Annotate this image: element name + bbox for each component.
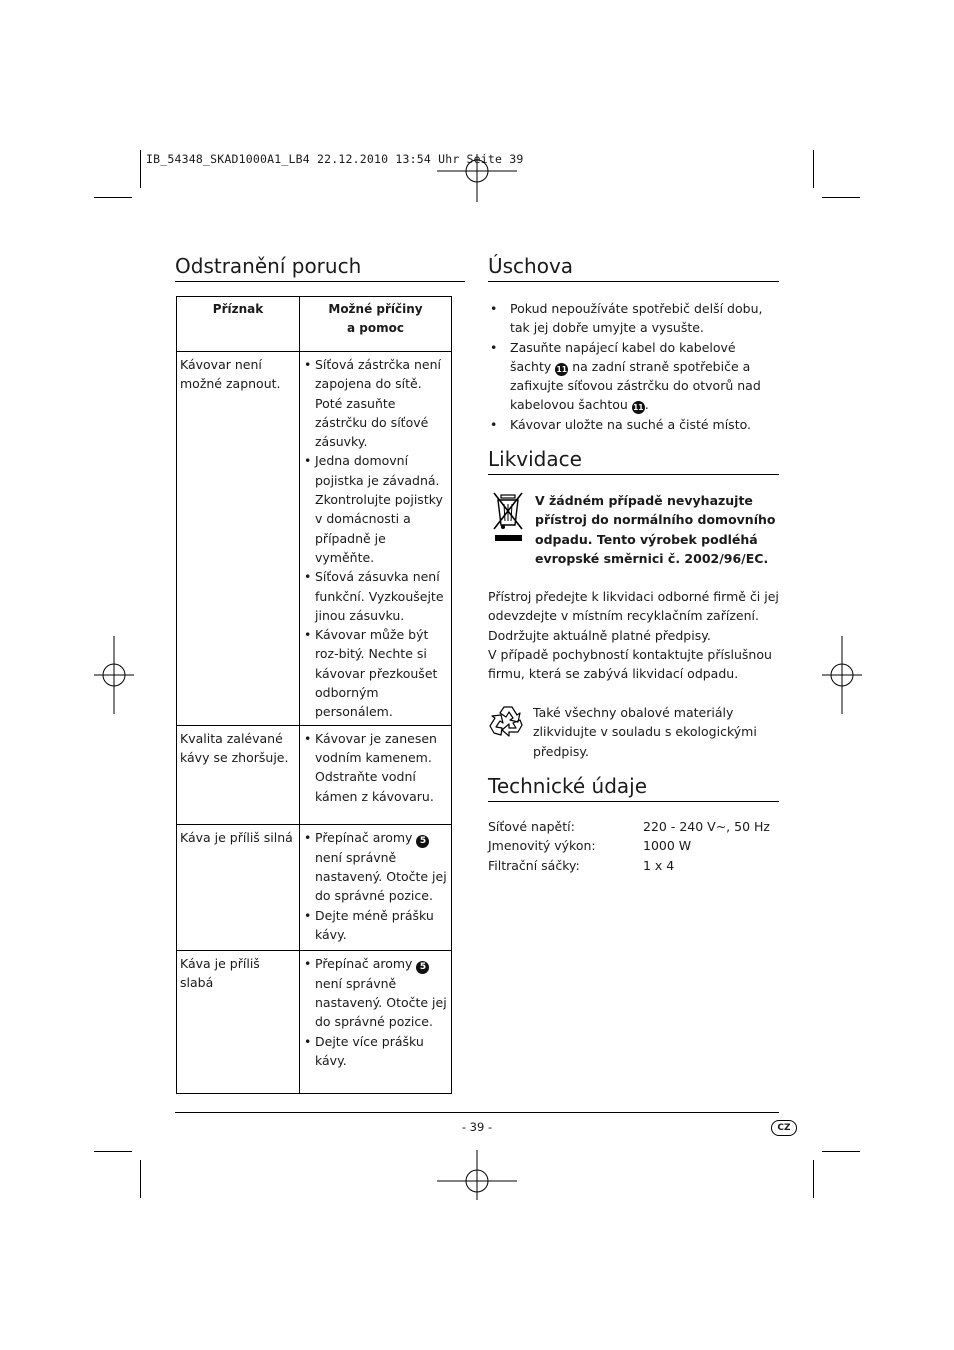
troubleshooting-table — [176, 296, 452, 1094]
table-header-row — [177, 297, 452, 352]
heading-rule — [175, 281, 465, 282]
cause-item: • Kávovar je zanesen vodním kamenem. Odstraňte vodní kámen z kávovaru. — [303, 729, 448, 806]
spec-row: Jmenovitý výkon: 1000 W — [488, 838, 692, 854]
tech-spec-list — [488, 817, 770, 875]
heading-rule — [488, 474, 779, 475]
symptom-cell: Káva je příliš silná — [177, 824, 300, 950]
cause-cell — [300, 950, 452, 1093]
cause-item: • Dejte méně prášku kávy. — [303, 906, 448, 945]
number-5-icon: 5 — [416, 835, 429, 848]
cause-item: • Přepínač aromy 5 není správně nastavený. Otočte jej do správné pozice. — [303, 954, 448, 1032]
packaging-note: Také všechny obalové materiály zlikvidujte v souladu s ekologickými předpisy. — [533, 705, 757, 759]
cause-item: • Kávovar může být roz-bitý. Nechte si kávovar přezkoušet odborným personálem. — [303, 625, 448, 721]
country-badge: CZ — [771, 1120, 797, 1136]
registration-mark-bottom — [437, 1150, 517, 1212]
crossed-out-wheelie-bin-icon — [492, 491, 524, 543]
list-item: • Zasuňte napájecí kabel do kabelové šachty 11 na zadní straně spotřebiče a zafixujte síťovou zástrčku do otvorů nad kabelovou šachtou 11. — [488, 338, 778, 415]
list-item: • Pokud nepoužíváte spotřebič delší dobu, tak jej dobře umyjte a vysušte. — [488, 299, 778, 338]
cause-item: • Síťová zásuvka není funkční. Vyzkoušejte jinou zásuvku. — [303, 567, 448, 625]
number-11-icon: 11 — [633, 403, 644, 413]
registration-mark-left — [94, 636, 134, 714]
registration-mark-top — [437, 140, 517, 202]
spec-row: Filtrační sáčky: 1 x 4 — [488, 857, 675, 873]
symptom-cell: Káva je příliš slabá — [177, 950, 300, 1093]
cause-cell — [300, 824, 452, 950]
cause-item: • Dejte více prášku kávy. — [303, 1032, 448, 1071]
disposal-heading: Likvidace — [488, 447, 582, 471]
list-item: • Kávovar uložte na suché a čisté místo. — [488, 415, 778, 434]
table-row — [177, 725, 452, 824]
page-number: - 39 - — [461, 1120, 493, 1134]
cause-cell — [300, 352, 452, 726]
storage-list — [488, 299, 778, 434]
cause-item: • Síťová zástrčka není zapojena do sítě. Poté zasuňte zástrčku do síťové zásuvky. — [303, 355, 448, 451]
cause-item: • Jedna domovní pojistka je závadná. Zkontrolujte pojistky v domácnosti a případně je vyměňte. — [303, 451, 448, 567]
heading-rule — [488, 801, 779, 802]
table-row — [177, 950, 452, 1093]
cause-item: • Přepínač aromy 5 není správně nastavený. Otočte jej do správné pozice. — [303, 828, 448, 906]
spec-row: Síťové napětí: 220 - 240 V~, 50 Hz — [488, 819, 770, 834]
number-5-icon: 5 — [416, 961, 429, 974]
disposal-paragraph: Přístroj předejte k likvidaci odborné firmě či jej odevzdejte v místním recyklačním zařízení. Dodržujte aktuálně platné předpisy. V případě pochybností kontaktujte příslušnou firmu, která se zabývá likvidací odpadu. — [488, 589, 779, 682]
header-symptom: Příznak — [177, 297, 300, 352]
table-row — [177, 352, 452, 726]
registration-mark-right — [822, 636, 862, 714]
table-row — [177, 824, 452, 950]
recycling-symbol-icon — [489, 703, 527, 741]
weee-warning: V žádném případě nevyhazujte přístroj do normálního domovního odpadu. Tento výrobek podléhá evropské směrnici č. 2002/96/EC. — [535, 493, 776, 566]
storage-heading: Úschova — [488, 254, 574, 278]
symptom-cell: Kvalita zalévané kávy se zhoršuje. — [177, 725, 300, 824]
heading-rule — [488, 281, 779, 282]
cause-cell — [300, 725, 452, 824]
troubleshooting-heading: Odstranění poruch — [175, 254, 362, 278]
symptom-cell: Kávovar není možné zapnout. — [177, 352, 300, 726]
print-slug: IB_54348_SKAD1000A1_LB4 22.12.2010 13:54 Uhr Seite 39 — [146, 152, 524, 166]
footer-rule — [175, 1112, 779, 1113]
tech-heading: Technické údaje — [488, 774, 648, 798]
header-cause: Možné příčiny a pomoc — [300, 297, 452, 352]
number-11-icon: 11 — [556, 364, 567, 374]
